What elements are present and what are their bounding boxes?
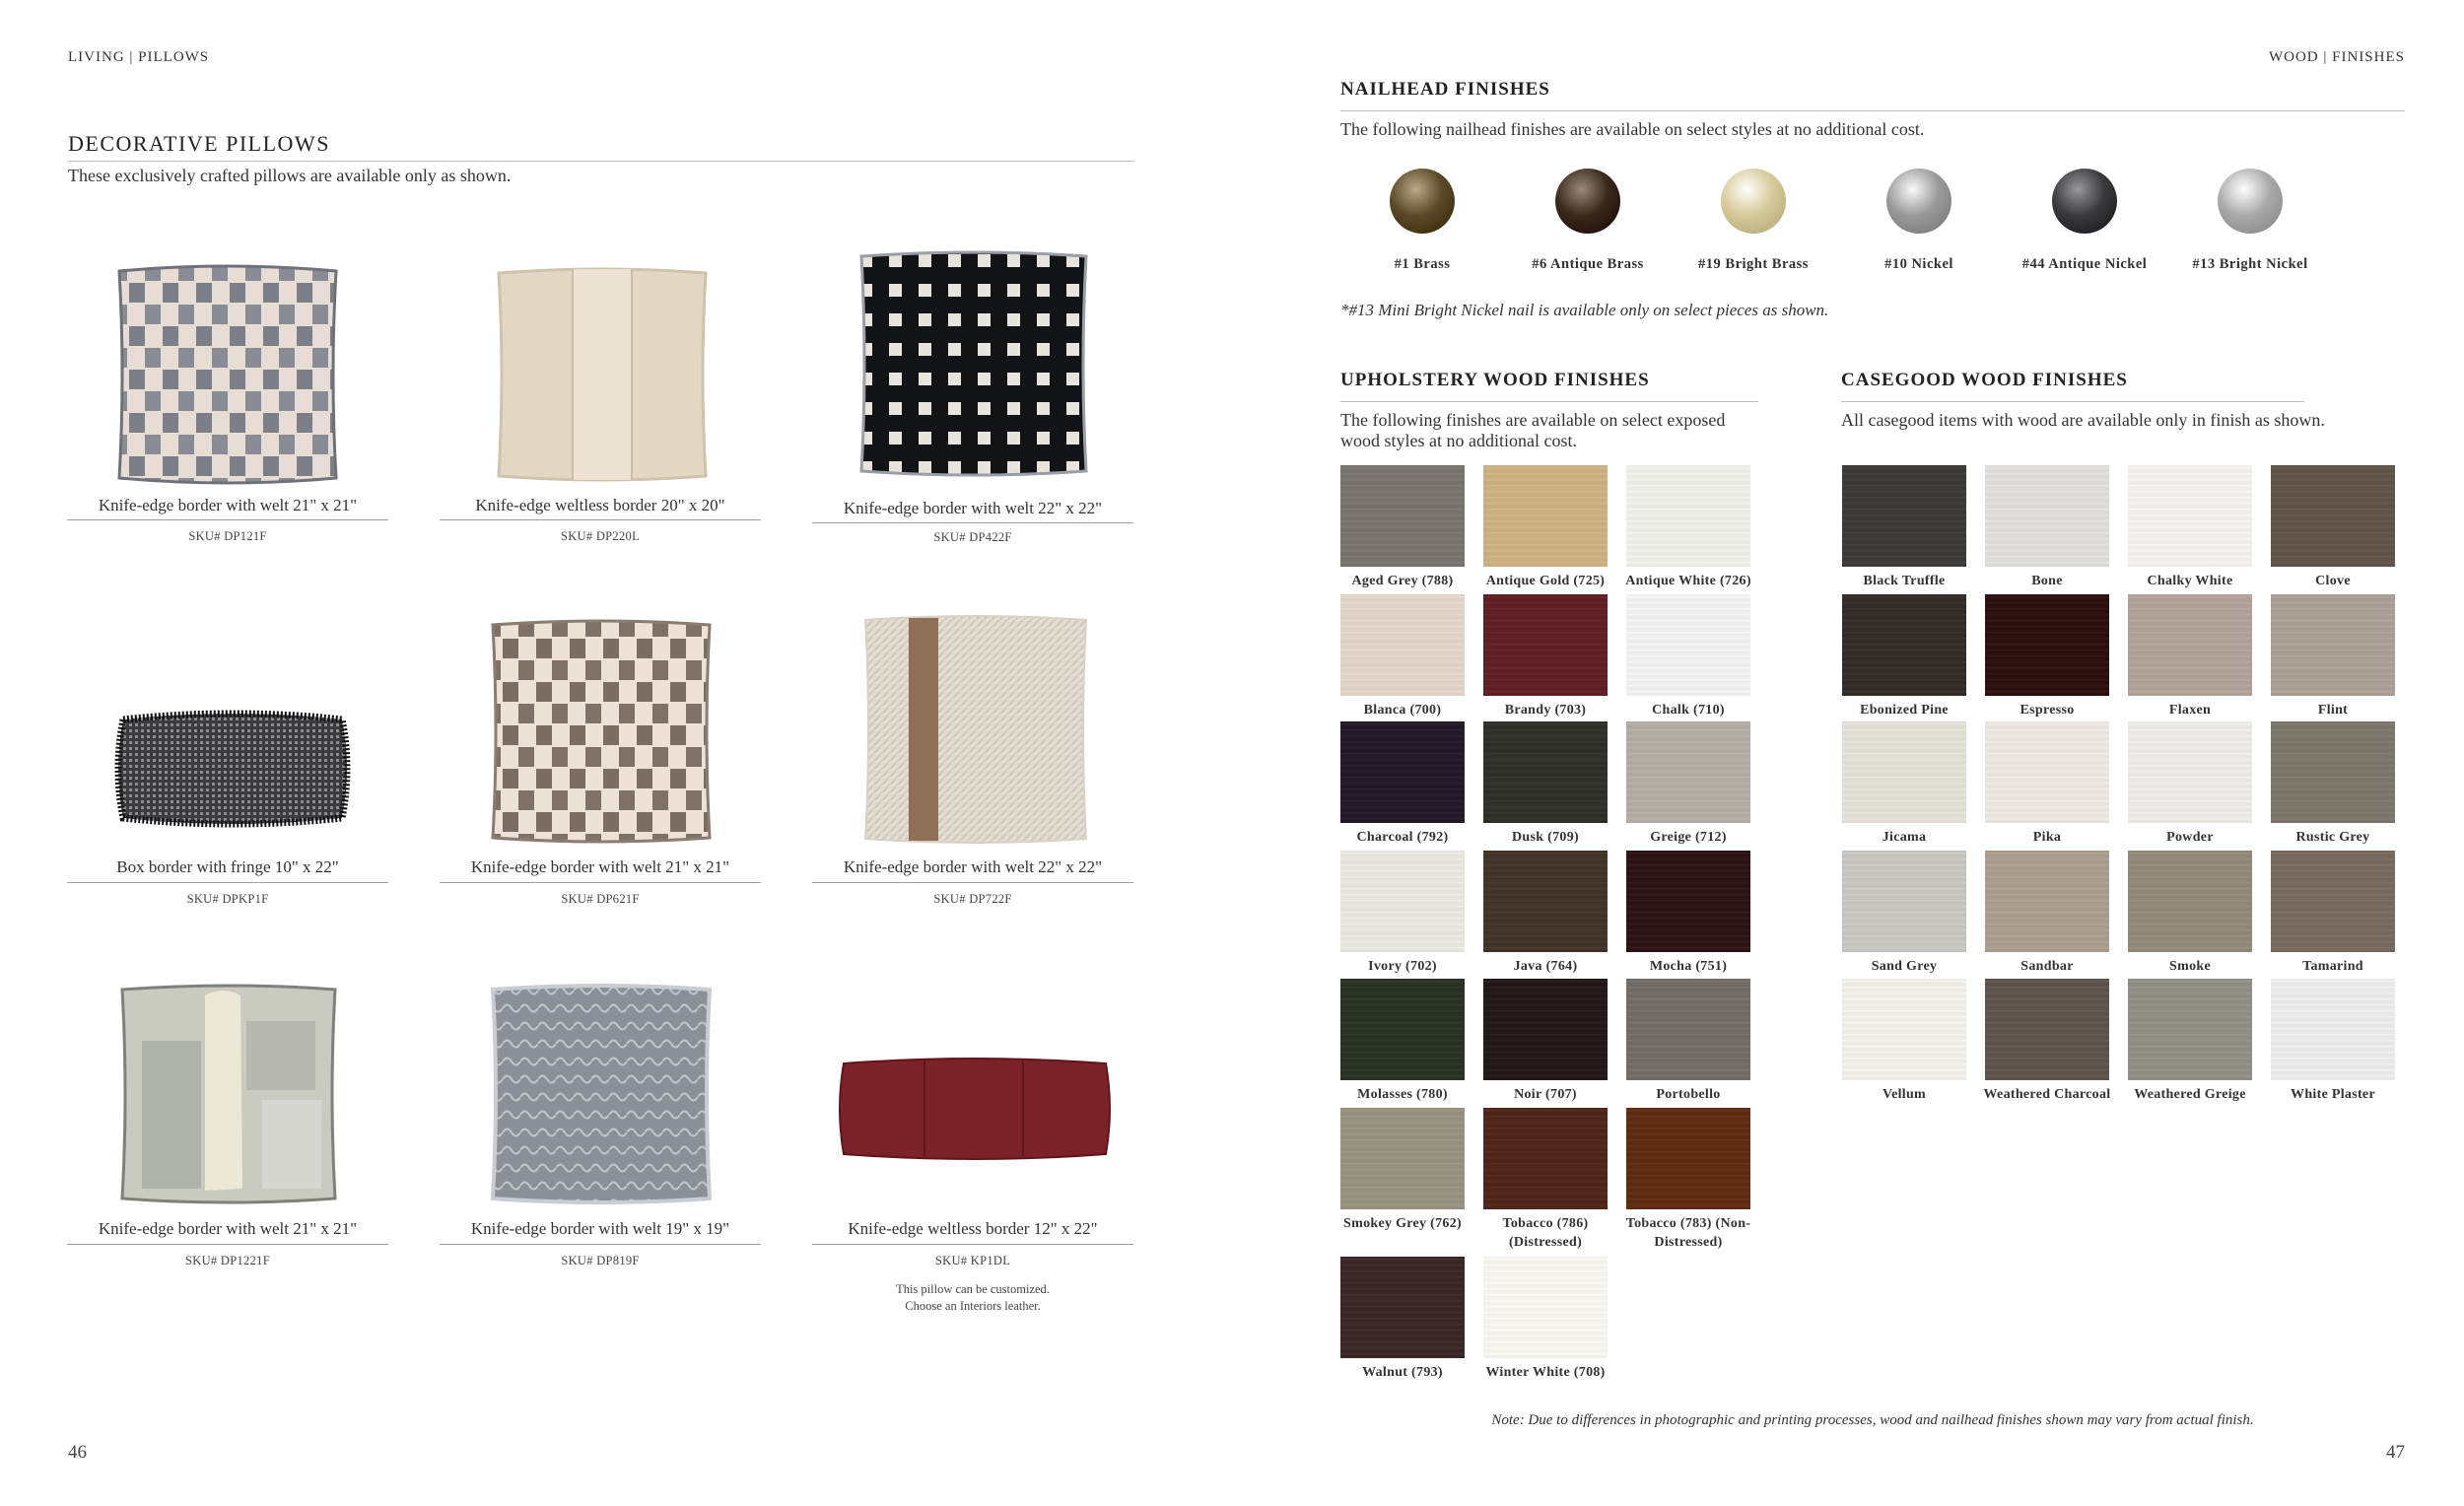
casegood-finish-label: Rustic Grey (2295, 830, 2370, 845)
page-number-right: 47 (2386, 1442, 2405, 1463)
pillow-card (812, 244, 1133, 550)
nailhead-finishes-title: NAILHEAD FINISHES (1340, 79, 1550, 100)
upholstery-swatch-mocha-751 (1626, 851, 1750, 952)
casegood-finish-label: Tamarind (2302, 959, 2363, 974)
pillow-sku: SKU# DP621F (561, 892, 640, 906)
casegood-swatch-espresso (1985, 594, 2109, 696)
pillow-customization-note: This pillow can be customized. Choose an Interiors leather. (896, 1282, 1050, 1313)
pillow-divider (812, 882, 1133, 883)
upholstery-swatch-charcoal-792 (1340, 721, 1465, 823)
nailhead-label: #44 Antique Nickel (2021, 256, 2148, 272)
upholstery-finish-label: Dusk (709) (1512, 830, 1579, 845)
casegood-swatch-powder (2128, 721, 2252, 823)
casegood-finish-label: Jicama (1882, 830, 1927, 845)
casegood-finish-label: Black Truffle (1863, 574, 1946, 588)
pillow-divider (812, 522, 1133, 523)
pillow-image (836, 1054, 1114, 1164)
pillow-card (440, 611, 761, 917)
pillow-description: Knife-edge weltless border 12" x 22" (848, 1219, 1098, 1238)
nailhead-label: #13 Bright Nickel (2192, 256, 2308, 272)
casegood-swatch-tamarind (2271, 851, 2395, 952)
pillow-divider (812, 1244, 1133, 1245)
casegood-swatch-sandbar (1985, 851, 2109, 952)
pillow-card (440, 976, 761, 1281)
pillow-image (854, 248, 1094, 479)
casegood-finish-label: Weathered Charcoal (1983, 1087, 2111, 1102)
casegood-swatch-vellum (1842, 979, 1966, 1080)
casegood-swatch-jicama (1842, 721, 1966, 823)
casegood-finish-label: Espresso (2019, 703, 2075, 718)
casegood-divider (1841, 401, 2304, 402)
upholstery-swatch-antique-gold-725 (1483, 465, 1608, 567)
pillow-description: Knife-edge weltless border 20" x 20" (475, 496, 725, 514)
nailhead-swatch-10-nickel (1886, 169, 1951, 234)
pillow-card (67, 251, 388, 547)
upholstery-finish-label: Mocha (751) (1649, 959, 1728, 974)
upholstery-swatch-smokey-grey-762 (1340, 1108, 1465, 1209)
right-page-header: WOOD | FINISHES (2268, 49, 2405, 65)
pillow-description: Knife-edge border with welt 21" x 21" (98, 1219, 358, 1238)
section-divider (68, 161, 1134, 162)
pillow-description: Knife-edge border with welt 22" x 22" (843, 857, 1103, 876)
pillow-image (111, 261, 344, 488)
pillow-divider (440, 1244, 761, 1245)
pillow-image (485, 982, 718, 1206)
pillow-sku: SKU# DP220L (560, 529, 641, 543)
upholstery-swatch-aged-grey-788 (1340, 465, 1465, 567)
pillow-card (440, 251, 761, 547)
upholstery-finish-label: Tobacco (786) (Distressed) (1502, 1216, 1589, 1250)
casegood-finish-label: Sandbar (2020, 959, 2074, 974)
casegood-swatch-clove (2271, 465, 2395, 567)
pillow-image (485, 617, 718, 846)
pillow-sku: SKU# DP819F (561, 1254, 640, 1267)
upholstery-swatch-winter-white-708 (1483, 1257, 1608, 1358)
upholstery-swatch-tobacco-783-non-distressed (1626, 1108, 1750, 1209)
upholstery-swatch-antique-white-726 (1626, 465, 1750, 567)
casegood-swatch-white-plaster (2271, 979, 2395, 1080)
upholstery-swatch-tobacco-786-distressed (1483, 1108, 1608, 1209)
casegood-finish-label: White Plaster (2291, 1087, 2375, 1102)
upholstery-finish-label: Walnut (793) (1362, 1365, 1443, 1380)
casegood-finish-label: Pika (2032, 830, 2062, 845)
pillow-card (67, 976, 388, 1281)
casegood-swatch-rustic-grey (2271, 721, 2395, 823)
nailhead-intro: The following nailhead finishes are available on select styles at no additional cost. (1340, 119, 1925, 139)
casegood-swatch-flaxen (2128, 594, 2252, 696)
casegood-finish-label: Flint (2317, 703, 2349, 718)
upholstery-swatch-dusk-709 (1483, 721, 1608, 823)
upholstery-finish-label: Tobacco (783) (Non-Distressed) (1625, 1216, 1751, 1250)
upholstery-swatch-molasses-780 (1340, 979, 1465, 1080)
pillow-image (857, 612, 1094, 847)
finish-disclaimer: Note: Due to differences in photographic and printing processes, wood and nailhead finishes shown may vary from actual finish. (1491, 1412, 2254, 1428)
casegood-intro: All casegood items with wood are available only in finish as shown. (1841, 410, 2325, 430)
upholstery-finish-label: Aged Grey (788) (1351, 574, 1454, 588)
upholstery-swatch-brandy-703 (1483, 594, 1608, 696)
nailhead-swatch-44-antique-nickel (2052, 169, 2117, 234)
upholstery-finish-label: Smokey Grey (762) (1343, 1216, 1462, 1231)
pillow-card (67, 690, 388, 917)
pillow-card (812, 1045, 1133, 1331)
casegood-swatch-weathered-greige (2128, 979, 2252, 1080)
upholstery-finish-label: Charcoal (792) (1356, 830, 1449, 845)
pillow-sku: SKU# DP1221F (185, 1254, 270, 1267)
casegood-wood-finishes-title: CASEGOOD WOOD FINISHES (1841, 370, 2128, 390)
upholstery-finish-label: Antique Gold (725) (1485, 574, 1606, 588)
nailhead-divider (1340, 110, 2405, 111)
upholstery-swatch-greige-712 (1626, 721, 1750, 823)
pillow-sku: SKU# DP422F (933, 530, 1012, 544)
casegood-swatch-sand-grey (1842, 851, 1966, 952)
page-number-left: 46 (68, 1442, 87, 1463)
upholstery-intro: The following finishes are available on select exposed wood styles at no additional cost. (1340, 410, 1726, 450)
upholstery-finish-label: Ivory (702) (1368, 959, 1437, 974)
casegood-finish-label: Vellum (1882, 1087, 1927, 1102)
upholstery-finish-label: Winter White (708) (1485, 1365, 1606, 1380)
nailhead-label: #19 Bright Brass (1698, 256, 1809, 272)
casegood-finish-label: Powder (2166, 830, 2214, 845)
casegood-swatch-bone (1985, 465, 2109, 567)
pillow-sku: SKU# DPKP1F (186, 892, 269, 906)
upholstery-finish-label: Java (764) (1513, 959, 1578, 974)
casegood-finish-label: Bone (2031, 574, 2063, 588)
pillow-sku: SKU# DP121F (188, 529, 267, 543)
upholstery-finish-label: Greige (712) (1650, 830, 1727, 845)
nailhead-label: #6 Antique Brass (1532, 256, 1644, 272)
pillow-image (489, 261, 716, 488)
pillow-description: Box border with fringe 10" x 22" (116, 857, 339, 876)
casegood-swatch-black-truffle (1842, 465, 1966, 567)
casegood-swatch-smoke (2128, 851, 2252, 952)
casegood-finish-label: Ebonized Pine (1860, 703, 1949, 718)
pillow-divider (440, 882, 761, 883)
upholstery-wood-finishes-title: UPHOLSTERY WOOD FINISHES (1340, 370, 1650, 390)
upholstery-finish-label: Brandy (703) (1504, 703, 1587, 718)
upholstery-finish-label: Molasses (780) (1357, 1087, 1448, 1102)
casegood-swatch-ebonized-pine (1842, 594, 1966, 696)
upholstery-swatch-java-764 (1483, 851, 1608, 952)
upholstery-finish-label: Blanca (700) (1363, 703, 1442, 718)
upholstery-swatch-blanca-700 (1340, 594, 1465, 696)
pillow-description: Knife-edge border with welt 21" x 21" (470, 857, 730, 876)
nailhead-label: #10 Nickel (1884, 256, 1953, 272)
upholstery-swatch-ivory-702 (1340, 851, 1465, 952)
upholstery-finish-label: Portobello (1656, 1087, 1721, 1102)
pillow-card (812, 606, 1133, 917)
casegood-finish-label: Clove (2315, 574, 2351, 588)
pillow-image (114, 982, 343, 1206)
nailhead-swatch-19-bright-brass (1721, 169, 1786, 234)
upholstery-finish-label: Antique White (726) (1625, 574, 1751, 588)
pillow-divider (67, 1244, 388, 1245)
casegood-finish-label: Sand Grey (1871, 959, 1938, 974)
nailhead-label: #1 Brass (1394, 256, 1451, 272)
upholstery-swatch-noir-707 (1483, 979, 1608, 1080)
casegood-finish-label: Smoke (2169, 959, 2211, 974)
casegood-swatch-flint (2271, 594, 2395, 696)
section-intro: These exclusively crafted pillows are available only as shown. (68, 166, 512, 185)
pillow-divider (440, 519, 761, 520)
left-page-header: LIVING | PILLOWS (68, 49, 210, 65)
upholstery-divider (1340, 401, 1758, 402)
upholstery-swatch-walnut-793 (1340, 1257, 1465, 1358)
upholstery-finish-label: Noir (707) (1514, 1087, 1577, 1102)
upholstery-swatch-portobello (1626, 979, 1750, 1080)
nailhead-swatch-13-bright-nickel (2218, 169, 2283, 234)
section-title-decorative-pillows: DECORATIVE PILLOWS (68, 131, 330, 156)
casegood-finish-label: Flaxen (2168, 703, 2212, 718)
pillow-description: Knife-edge border with welt 19" x 19" (470, 1219, 730, 1238)
nailhead-note: *#13 Mini Bright Nickel nail is available only on select pieces as shown. (1340, 301, 1829, 319)
casegood-finish-label: Chalky White (2147, 574, 2233, 588)
casegood-finish-label: Weathered Greige (2134, 1087, 2246, 1102)
upholstery-finish-label: Chalk (710) (1652, 703, 1725, 718)
pillow-divider (67, 519, 388, 520)
pillow-divider (67, 882, 388, 883)
casegood-swatch-chalky-white (2128, 465, 2252, 567)
pillow-description: Knife-edge border with welt 22" x 22" (843, 499, 1103, 517)
nailhead-swatch-6-antique-brass (1555, 169, 1620, 234)
pillow-sku: SKU# DP722F (933, 892, 1012, 906)
nailhead-swatch-1-brass (1390, 169, 1455, 234)
upholstery-swatch-chalk-710 (1626, 594, 1750, 696)
casegood-swatch-weathered-charcoal (1985, 979, 2109, 1080)
pillow-description: Knife-edge border with welt 21" x 21" (98, 496, 358, 514)
pillow-sku: SKU# KP1DL (934, 1254, 1011, 1267)
pillow-image (111, 700, 354, 838)
casegood-swatch-pika (1985, 721, 2109, 823)
